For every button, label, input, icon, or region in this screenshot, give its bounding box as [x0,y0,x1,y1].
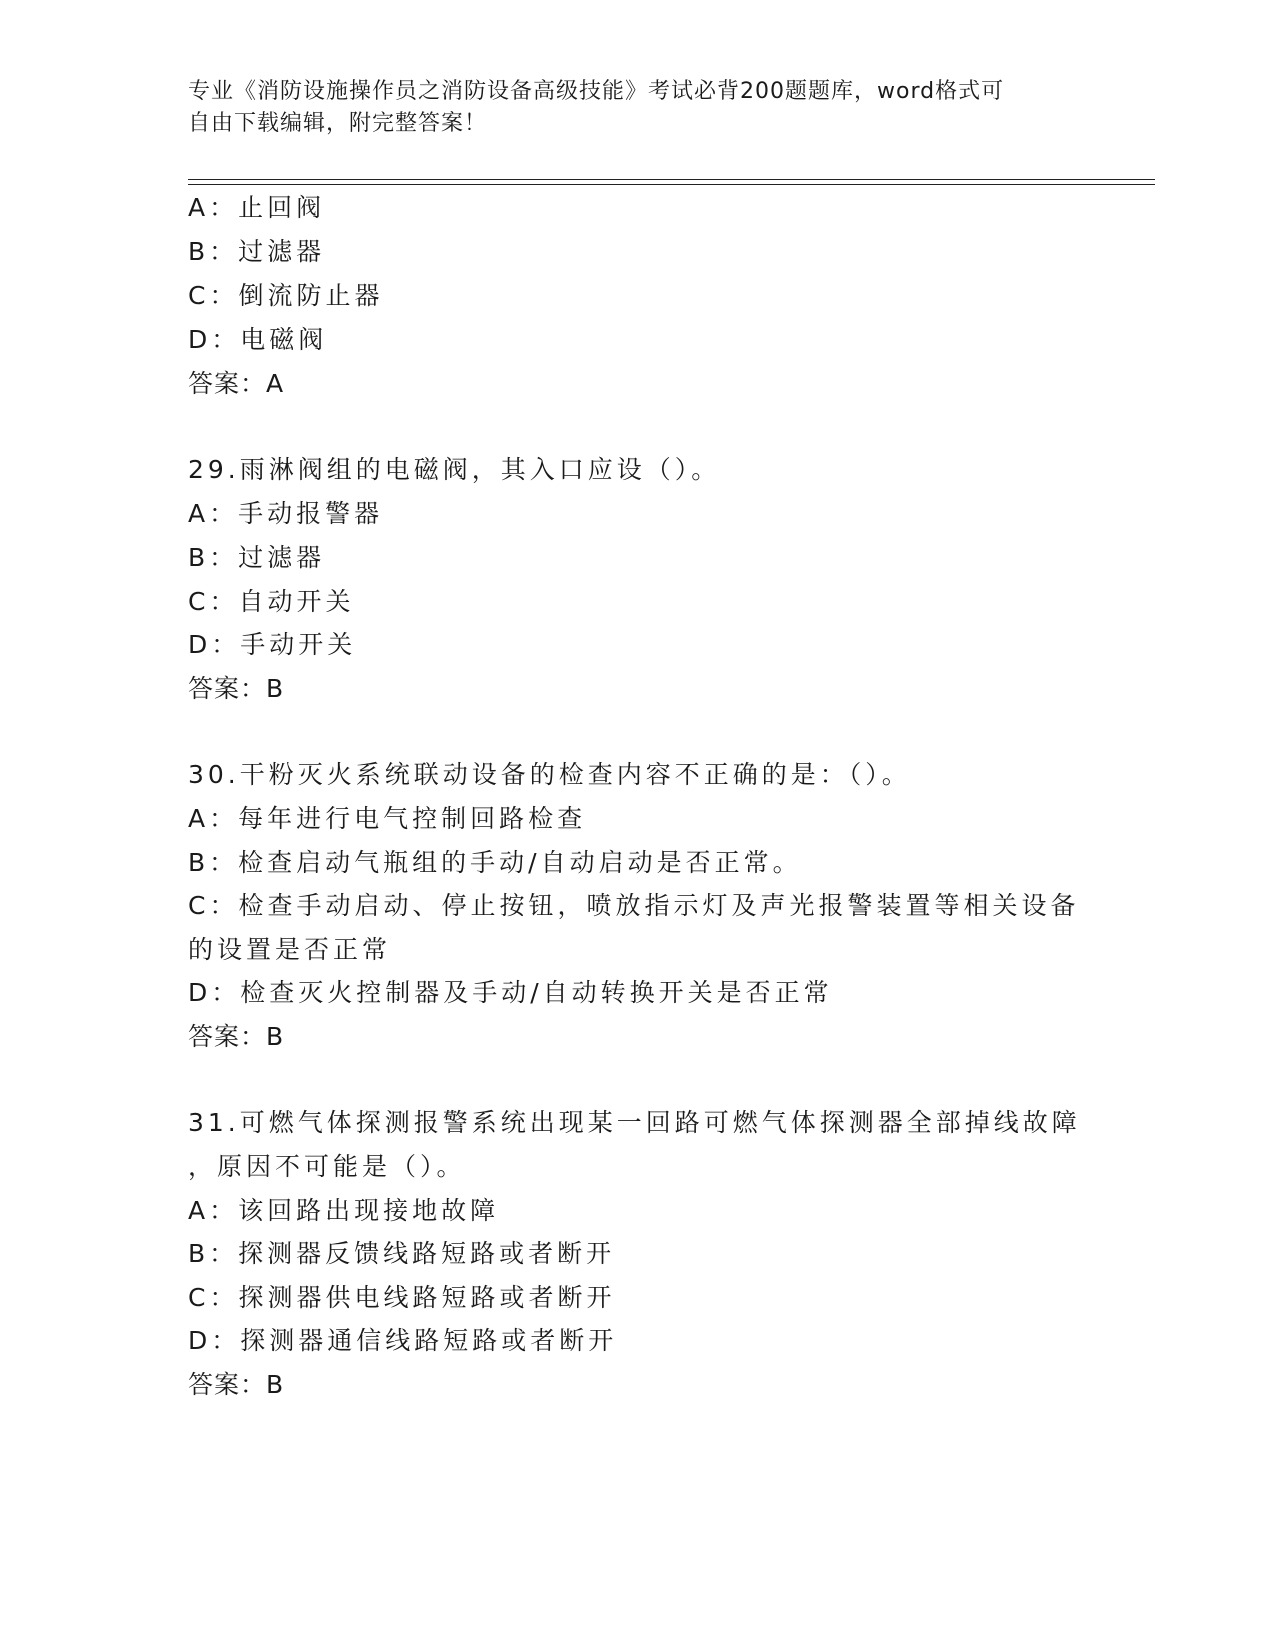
option-b: B：探测器反馈线路短路或者断开 [188,1239,616,1268]
answer-line: 答案：B [188,1370,285,1399]
option-b: B：过滤器 [188,543,326,572]
option-b: B：过滤器 [188,237,326,266]
option-a: A：止回阀 [188,193,326,222]
answer-line: 答案：A [188,369,285,398]
question-stem: 30.干粉灭火系统联动设备的检查内容不正确的是：（）。 [188,760,911,789]
option-b: B：检查启动气瓶组的手动/自动启动是否正常。 [188,848,802,877]
option-c-continuation: 的设置是否正常 [188,935,392,964]
option-c: C：倒流防止器 [188,281,384,310]
option-d: D：电磁阀 [188,325,328,354]
question-stem: 31.可燃气体探测报警系统出现某一回路可燃气体探测器全部掉线故障 [188,1108,1081,1137]
option-c: C：探测器供电线路短路或者断开 [188,1283,616,1312]
question-stem: 29.雨淋阀组的电磁阀，其入口应设（）。 [188,455,721,484]
question-stem-continuation: ，原因不可能是（）。 [188,1152,466,1181]
option-a: A：每年进行电气控制回路检查 [188,804,587,833]
header-divider [188,184,1155,185]
option-c: C：检查手动启动、停止按钮，喷放指示灯及声光报警装置等相关设备 [188,891,1080,920]
option-d: D：探测器通信线路短路或者断开 [188,1326,618,1355]
document-header-line: 专业《消防设施操作员之消防设备高级技能》考试必背200题题库，word格式可 [188,79,1005,104]
option-a: A：该回路出现接地故障 [188,1196,500,1225]
option-d: D：手动开关 [188,630,357,659]
option-a: A：手动报警器 [188,499,384,528]
header-divider [188,179,1155,180]
answer-line: 答案：B [188,674,285,703]
answer-line: 答案：B [188,1022,285,1051]
document-header-line: 自由下载编辑，附完整答案！ [188,111,488,136]
option-c: C：自动开关 [188,587,355,616]
option-d: D：检查灭火控制器及手动/自动转换开关是否正常 [188,978,833,1007]
